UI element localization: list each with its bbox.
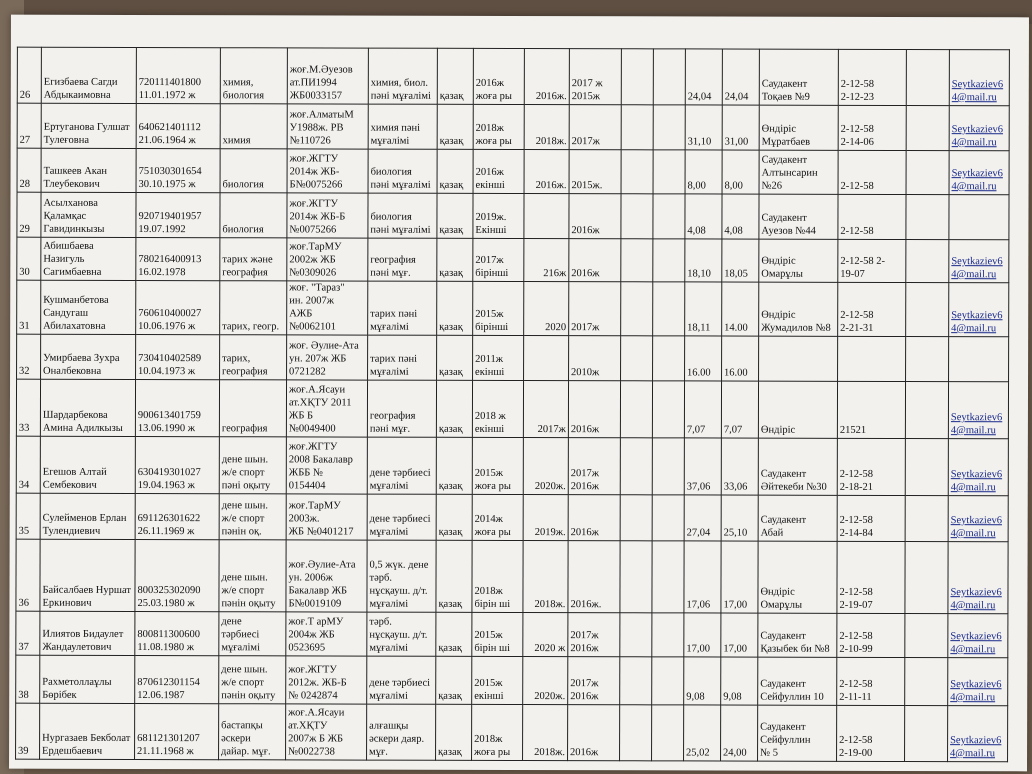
cell-row-number: 26 bbox=[17, 47, 41, 103]
cell-category: 2016ж екінші bbox=[473, 149, 524, 193]
cell-category: 2018 ж екінші bbox=[472, 380, 523, 437]
cell-address: Өндіріс Жумадилов №8 bbox=[759, 282, 838, 336]
cell-diploma-info: жоғ.А.Ясауи ат.ХҚТУ 2011 ЖБ Б №0049400 bbox=[286, 380, 367, 437]
cell-total-experience: 17,00 bbox=[684, 613, 721, 657]
cell-position: география пәні мұғ. bbox=[367, 380, 436, 437]
cell-row-number: 29 bbox=[17, 192, 41, 237]
cell-blank-col-b bbox=[653, 194, 685, 239]
cell-phone: 2-12-58 bbox=[838, 150, 906, 194]
table-row bbox=[17, 334, 1009, 382]
cell-total-experience: 18,11 bbox=[685, 282, 722, 336]
cell-total-experience: 4,08 bbox=[685, 194, 722, 239]
cell-specialty: дене шын. ж/е спорт пәнін оқыту bbox=[219, 540, 286, 612]
cell-blank-col-a bbox=[621, 239, 653, 282]
cell-phone: 2-12-58 2-10-99 bbox=[837, 613, 905, 657]
cell-specialty: дене шын. ж/е спорт пәні оқыту bbox=[219, 437, 286, 494]
cell-course-year: 2017 ж 2015ж bbox=[569, 49, 621, 105]
cell-teaching-experience: 16.00 bbox=[722, 336, 759, 381]
cell-blank-col-b bbox=[653, 150, 685, 194]
cell-phone: 2-12-58 2-14-06 bbox=[838, 105, 906, 150]
cell-total-experience: 17,06 bbox=[684, 541, 721, 613]
table-row bbox=[17, 148, 1009, 195]
cell-diploma-info: жоғ.ЖГТУ 2014ж ЖБ-Б №0075266 bbox=[287, 193, 368, 238]
cell-specialty: химия bbox=[220, 104, 287, 149]
cell-teacher-name: Егизбаева Сагди Абдыкаимовна bbox=[41, 47, 136, 103]
cell-email: Seytkaziev6 4@mail.ru bbox=[949, 50, 1009, 106]
cell-blank-col-a bbox=[620, 438, 652, 495]
cell-category: 2015ж бірін ші bbox=[472, 612, 523, 656]
cell-language: қазақ bbox=[436, 656, 472, 704]
cell-position: дене тәрбиесі мұғалімі bbox=[367, 437, 436, 494]
cell-category: 2015ж екінші bbox=[472, 656, 523, 704]
cell-attestation-year bbox=[524, 336, 569, 381]
cell-course-year: 2017ж 2016ж bbox=[568, 438, 620, 495]
cell-specialty: тарих және география bbox=[220, 238, 287, 281]
cell-blank-col-c bbox=[906, 240, 949, 283]
cell-teacher-name: Кушманбетова Сандугаш Абилахатовна bbox=[41, 280, 136, 334]
cell-specialty: дене тәрбиесі мұғалімі bbox=[219, 612, 286, 656]
cell-email: Seytkaziev6 4@mail.ru bbox=[948, 496, 1008, 542]
cell-diploma-info: жоғ.ЖГТУ 2012ж. ЖБ-Б № 0242874 bbox=[286, 656, 367, 704]
cell-specialty: дене шын. ж/е спорт пәнін оқыту bbox=[219, 656, 286, 704]
cell-address: Саудакент Сейфуллин № 5 bbox=[758, 705, 837, 761]
cell-position: алғашқы әскери даяр. мұғ. bbox=[367, 704, 436, 760]
cell-email: Seytkaziev6 4@mail.ru bbox=[948, 706, 1008, 762]
cell-iin-birthdate: 730410402589 10.04.1973 ж bbox=[136, 334, 220, 379]
cell-teaching-experience: 24,04 bbox=[722, 49, 759, 105]
cell-blank-col-b bbox=[652, 541, 684, 613]
cell-teacher-name: Ташкеев Акан Тлеубекович bbox=[41, 148, 136, 192]
cell-address: Саудакент Әйтекеби №30 bbox=[758, 438, 837, 495]
cell-course-year: 2015ж. bbox=[569, 150, 621, 194]
cell-iin-birthdate: 760610400027 10.06.1976 ж bbox=[136, 280, 220, 334]
cell-diploma-info: жоғ. "Тараз" ин. 2007ж АЖБ №0062101 bbox=[287, 281, 368, 335]
cell-blank-col-a bbox=[620, 381, 652, 438]
table-row bbox=[16, 436, 1008, 496]
cell-row-number: 31 bbox=[17, 280, 41, 334]
cell-specialty: биология bbox=[220, 193, 287, 238]
cell-teacher-name: Шардарбекова Амина Адилкызы bbox=[40, 379, 135, 436]
cell-language: қазақ bbox=[437, 149, 473, 193]
cell-teaching-experience: 4,08 bbox=[722, 194, 759, 239]
cell-blank-col-c bbox=[906, 106, 949, 151]
cell-teacher-name: Рахметоллаұлы Бөрібек bbox=[40, 655, 135, 703]
cell-iin-birthdate: 691126301622 26.11.1969 ж bbox=[135, 493, 219, 539]
cell-address: Өндіріс Омарұлы bbox=[759, 239, 838, 282]
cell-specialty: тарих, геогр. bbox=[220, 281, 287, 335]
cell-attestation-year: 2018ж. bbox=[523, 705, 568, 761]
cell-language: қазақ bbox=[437, 335, 473, 380]
cell-diploma-info: жоғ.Т арМУ 2004ж ЖБ 0523695 bbox=[286, 612, 367, 656]
cell-category: 2014ж жоға ры bbox=[472, 494, 523, 540]
cell-phone: 2-12-58 2-14-84 bbox=[837, 495, 905, 541]
cell-phone bbox=[838, 336, 906, 381]
cell-address: Саудакент Қазыбек би №8 bbox=[758, 613, 837, 657]
cell-iin-birthdate: 681121301207 21.11.1968 ж bbox=[135, 703, 219, 759]
cell-teaching-experience: 8,00 bbox=[722, 150, 759, 194]
cell-teaching-experience: 9,08 bbox=[721, 657, 758, 705]
cell-teacher-name: Нургазаев Бекболат Ердешбаевич bbox=[40, 703, 135, 759]
cell-iin-birthdate: 920719401957 19.07.1992 bbox=[136, 192, 220, 237]
cell-attestation-year: 2020 bbox=[524, 282, 569, 336]
cell-position: химия, биол. пәні мұғалімі bbox=[368, 48, 437, 104]
cell-attestation-year: 2017ж bbox=[523, 381, 568, 438]
cell-blank-col-b bbox=[653, 282, 685, 336]
cell-course-year: 2016ж bbox=[569, 194, 621, 239]
cell-blank-col-a bbox=[621, 49, 653, 105]
cell-position: дене тәрбиесі мұғалімі bbox=[367, 656, 436, 704]
cell-address: Өндіріс bbox=[758, 381, 837, 438]
cell-blank-col-b bbox=[653, 105, 685, 150]
table-row bbox=[16, 611, 1008, 658]
cell-iin-birthdate: 720111401800 11.01.1972 ж bbox=[136, 47, 220, 103]
table-row bbox=[17, 192, 1009, 240]
cell-email: Seytkaziev6 4@mail.ru bbox=[949, 106, 1009, 151]
cell-email: Seytkaziev6 4@mail.ru bbox=[948, 614, 1008, 658]
cell-category: 2015ж жоға ры bbox=[472, 437, 523, 494]
cell-attestation-year bbox=[524, 194, 569, 239]
cell-specialty: дене шын. ж/е спорт пәнін оқ. bbox=[219, 494, 286, 540]
cell-language: қазақ bbox=[436, 380, 472, 437]
cell-blank-col-a bbox=[620, 541, 652, 613]
cell-phone: 2-12-58 2- 19-07 bbox=[838, 239, 906, 282]
cell-diploma-info: жоғ.ЖГТУ 2008 Бакалавр ЖББ № 0154404 bbox=[286, 437, 367, 494]
cell-diploma-info: жоғ.ТарМУ 2003ж. ЖБ №0401217 bbox=[286, 494, 367, 540]
cell-row-number: 39 bbox=[16, 703, 40, 759]
cell-phone: 2-12-58 2-19-00 bbox=[837, 705, 905, 761]
cell-specialty: бастапқы әскери дайар. мұғ. bbox=[219, 704, 286, 760]
cell-iin-birthdate: 870612301154 12.06.1987 bbox=[135, 655, 219, 703]
cell-attestation-year: 2018ж. bbox=[524, 105, 569, 150]
cell-email: Seytkaziev6 4@mail.ru bbox=[949, 151, 1009, 195]
cell-course-year: 2016ж bbox=[568, 495, 620, 541]
cell-iin-birthdate: 751030301654 30.10.1975 ж bbox=[136, 148, 220, 192]
cell-row-number: 32 bbox=[17, 334, 41, 379]
cell-blank-col-a bbox=[620, 613, 652, 657]
cell-attestation-year: 2020ж. bbox=[523, 657, 568, 705]
cell-position: химия пәні мұғалімі bbox=[368, 104, 437, 149]
cell-blank-col-b bbox=[653, 239, 685, 282]
cell-address bbox=[759, 336, 838, 381]
cell-total-experience: 16.00 bbox=[685, 336, 722, 381]
cell-phone: 2-12-58 2-12-23 bbox=[838, 49, 906, 105]
cell-address: Өндіріс Мұратбаев bbox=[759, 105, 838, 150]
table-row bbox=[16, 539, 1008, 614]
cell-language: қазақ bbox=[437, 281, 473, 335]
cell-language: қазақ bbox=[436, 704, 472, 760]
cell-course-year: 2017ж bbox=[569, 282, 621, 336]
cell-blank-col-b bbox=[652, 705, 684, 761]
cell-teaching-experience: 14.00 bbox=[722, 282, 759, 336]
cell-course-year: 2016ж bbox=[569, 239, 621, 282]
cell-row-number: 33 bbox=[16, 379, 40, 436]
cell-category: 2018ж жоға ры bbox=[473, 104, 524, 149]
cell-blank-col-c bbox=[906, 337, 949, 382]
cell-blank-col-c bbox=[906, 151, 949, 195]
cell-total-experience: 8,00 bbox=[685, 150, 722, 194]
cell-course-year: 2017ж 2016ж bbox=[568, 657, 620, 705]
cell-row-number: 37 bbox=[16, 611, 40, 655]
cell-iin-birthdate: 900613401759 13.06.1990 ж bbox=[135, 379, 219, 436]
cell-teacher-name: Байсалбаев Нуршат Еркинович bbox=[40, 539, 135, 611]
cell-total-experience: 31,10 bbox=[685, 105, 722, 150]
cell-diploma-info: жоғ.М.Әуезов ат.ПИ1994 ЖБ0033157 bbox=[287, 48, 368, 104]
cell-total-experience: 27,04 bbox=[684, 495, 721, 541]
cell-teacher-name: Сулейменов Ерлан Тулендиевич bbox=[40, 493, 135, 539]
cell-course-year: 2016ж bbox=[568, 705, 620, 761]
cell-teaching-experience: 24,00 bbox=[721, 705, 758, 761]
cell-teaching-experience: 17,00 bbox=[721, 613, 758, 657]
cell-position: тарих пәні мұғалімі bbox=[368, 335, 437, 380]
cell-blank-col-a bbox=[620, 495, 652, 541]
cell-course-year: 2010ж bbox=[569, 336, 621, 381]
paper-sheet bbox=[9, 15, 1029, 772]
cell-iin-birthdate: 780216400913 16.02.1978 bbox=[136, 237, 220, 280]
cell-language: қазақ bbox=[437, 104, 473, 149]
cell-position: биология пәні мұғалімі bbox=[368, 149, 437, 193]
cell-row-number: 38 bbox=[16, 655, 40, 703]
cell-course-year: 2017ж bbox=[569, 105, 621, 150]
cell-email: Seytkaziev6 4@mail.ru bbox=[949, 240, 1009, 283]
cell-language: қазақ bbox=[437, 48, 473, 104]
cell-total-experience: 18,10 bbox=[685, 239, 722, 282]
cell-row-number: 35 bbox=[16, 493, 40, 539]
cell-language: қазақ bbox=[436, 494, 472, 540]
table-row bbox=[17, 280, 1009, 337]
cell-category: 2015ж бірінші bbox=[473, 281, 524, 335]
cell-blank-col-c bbox=[905, 439, 948, 496]
cell-attestation-year: 2016ж. bbox=[524, 150, 569, 194]
cell-phone: 2-12-58 bbox=[838, 194, 906, 239]
cell-diploma-info: жоғ.А.Ясауи ат.ХҚТУ 2007ж Б ЖБ №0022738 bbox=[286, 704, 367, 760]
cell-attestation-year: 216ж bbox=[524, 239, 569, 282]
cell-attestation-year: 2019ж. bbox=[523, 495, 568, 541]
cell-attestation-year: 2020ж. bbox=[523, 438, 568, 495]
cell-position: география пәні мұғ. bbox=[368, 238, 437, 281]
cell-blank-col-a bbox=[621, 150, 653, 194]
cell-blank-col-b bbox=[652, 438, 684, 495]
cell-address: Саудакент Абай bbox=[758, 495, 837, 541]
cell-language: қазақ bbox=[436, 612, 472, 656]
cell-blank-col-c bbox=[905, 706, 948, 762]
cell-position: 0,5 жүк. дене тәрб. нұсқауш. д/т. мұғалімі bbox=[367, 540, 436, 612]
cell-row-number: 27 bbox=[17, 103, 41, 148]
cell-phone: 2-12-58 2-18-21 bbox=[837, 438, 905, 495]
cell-email: Seytkaziev6 4@mail.ru bbox=[948, 658, 1008, 706]
cell-email bbox=[949, 337, 1009, 382]
cell-teacher-name: Илиятов Бидаулет Жандаулетович bbox=[40, 611, 135, 655]
cell-diploma-info: жоғ.ЖГТУ 2014ж ЖБ- Б№0075266 bbox=[287, 149, 368, 193]
cell-iin-birthdate: 800325302090 25.03.1980 ж bbox=[135, 539, 219, 611]
table-row bbox=[16, 703, 1008, 762]
cell-language: қазақ bbox=[437, 193, 473, 238]
cell-teaching-experience: 31,00 bbox=[722, 105, 759, 150]
cell-blank-col-b bbox=[652, 613, 684, 657]
cell-position: тәрб. нұсқауш. д/т. мұғалімі bbox=[367, 612, 436, 656]
cell-language: қазақ bbox=[436, 437, 472, 494]
cell-category: 2018ж бірін ші bbox=[472, 540, 523, 612]
cell-blank-col-a bbox=[621, 336, 653, 381]
cell-email bbox=[949, 195, 1009, 240]
cell-diploma-info: жоғ.АлматыМ У1988ж. РВ №110726 bbox=[287, 104, 368, 149]
cell-total-experience: 24,04 bbox=[685, 49, 722, 105]
cell-teacher-name: Асылханова Қаламқас Гавидинкызы bbox=[41, 192, 136, 237]
cell-course-year: 2017ж 2016ж bbox=[568, 613, 620, 657]
cell-blank-col-a bbox=[621, 282, 653, 336]
teachers-table bbox=[15, 47, 1010, 763]
cell-blank-col-b bbox=[653, 49, 685, 105]
cell-teacher-name: Егешов Алтай Сембекович bbox=[40, 436, 135, 493]
cell-position: биология пәні мұғалімі bbox=[368, 193, 437, 238]
cell-diploma-info: жоғ.ТарМУ 2002ж ЖБ №0309026 bbox=[287, 238, 368, 281]
cell-category: 2019ж. Екінші bbox=[473, 193, 524, 238]
cell-attestation-year: 2016ж. bbox=[524, 49, 569, 105]
cell-teacher-name: Ертуганова Гулшат Тулеғовна bbox=[41, 103, 136, 148]
cell-language: қазақ bbox=[437, 238, 473, 281]
cell-diploma-info: жоғ.Әулие-Ата ун. 2006ж Бакалавр ЖБ Б№0019109 bbox=[286, 540, 367, 612]
cell-row-number: 28 bbox=[17, 148, 41, 192]
cell-teaching-experience: 25,10 bbox=[721, 495, 758, 541]
cell-blank-col-c bbox=[906, 50, 949, 106]
cell-specialty: биология bbox=[220, 149, 287, 193]
cell-address: Саудакент Сейфуллин 10 bbox=[758, 657, 837, 705]
cell-phone: 2-12-58 2-21-31 bbox=[838, 282, 906, 336]
cell-email: Seytkaziev6 4@mail.ru bbox=[949, 283, 1009, 337]
cell-blank-col-c bbox=[905, 658, 948, 706]
cell-total-experience: 37,06 bbox=[684, 438, 721, 495]
cell-specialty: химия, биология bbox=[220, 48, 287, 104]
cell-blank-col-c bbox=[906, 195, 949, 240]
cell-category: 2016ж жоға ры bbox=[473, 48, 524, 104]
cell-position: тарих пәні мұғалімі bbox=[368, 281, 437, 335]
cell-blank-col-c bbox=[905, 614, 948, 658]
cell-blank-col-b bbox=[653, 336, 685, 381]
cell-phone: 2-12-58 2-19-07 bbox=[837, 541, 905, 613]
cell-blank-col-b bbox=[652, 495, 684, 541]
cell-diploma-info: жоғ. Әулие-Ата ун. 207ж ЖБ 0721282 bbox=[287, 335, 368, 380]
cell-attestation-year: 2018ж. bbox=[523, 541, 568, 613]
cell-email: Seytkaziev6 4@mail.ru bbox=[948, 542, 1008, 614]
cell-iin-birthdate: 630419301027 19.04.1963 ж bbox=[135, 436, 219, 493]
cell-total-experience: 25,02 bbox=[684, 705, 721, 761]
cell-blank-col-a bbox=[621, 105, 653, 150]
cell-blank-col-c bbox=[905, 496, 948, 542]
cell-blank-col-a bbox=[621, 194, 653, 239]
cell-position: дене тәрбиесі мұғалімі bbox=[367, 494, 436, 540]
cell-attestation-year: 2020 ж bbox=[523, 613, 568, 657]
cell-email: Seytkaziev6 4@mail.ru bbox=[948, 382, 1008, 439]
table-row bbox=[16, 655, 1008, 706]
cell-teacher-name: Умирбаева Зухра Оналбековна bbox=[41, 334, 136, 379]
table-row bbox=[17, 103, 1009, 151]
cell-blank-col-a bbox=[620, 705, 652, 761]
cell-category: 2011ж екінші bbox=[473, 335, 524, 380]
cell-teacher-name: Абишбаева Назигуль Сагимбаевна bbox=[41, 237, 136, 280]
cell-address: Саудакент Тоқаев №9 bbox=[759, 49, 838, 105]
cell-email: Seytkaziev6 4@mail.ru bbox=[948, 439, 1008, 496]
cell-teaching-experience: 7,07 bbox=[721, 381, 758, 438]
table-row bbox=[16, 379, 1008, 439]
cell-address: Саудакент Ауезов №44 bbox=[759, 194, 838, 239]
cell-phone: 21521 bbox=[837, 381, 905, 438]
cell-specialty: география bbox=[219, 380, 286, 437]
cell-blank-col-b bbox=[652, 657, 684, 705]
table-row bbox=[16, 493, 1008, 542]
cell-row-number: 36 bbox=[16, 539, 40, 611]
cell-teaching-experience: 17,00 bbox=[721, 541, 758, 613]
cell-row-number: 30 bbox=[17, 237, 41, 280]
cell-total-experience: 9,08 bbox=[684, 657, 721, 705]
cell-address: Өндіріс Омарұлы bbox=[758, 541, 837, 613]
cell-phone: 2-12-58 2-11-11 bbox=[837, 657, 905, 705]
cell-blank-col-c bbox=[905, 382, 948, 439]
cell-course-year: 2016ж. bbox=[568, 541, 620, 613]
cell-blank-col-c bbox=[905, 542, 948, 614]
cell-language: қазақ bbox=[436, 540, 472, 612]
cell-specialty: тарих, география bbox=[220, 335, 287, 380]
cell-category: 2017ж бірінші bbox=[473, 238, 524, 281]
cell-teaching-experience: 33,06 bbox=[721, 438, 758, 495]
cell-blank-col-b bbox=[652, 381, 684, 438]
cell-iin-birthdate: 800811300600 11.08.1980 ж bbox=[135, 611, 219, 655]
cell-total-experience: 7,07 bbox=[684, 381, 721, 438]
cell-address: Саудакент Алтынсарин №26 bbox=[759, 150, 838, 194]
table-row bbox=[17, 237, 1009, 283]
table-row bbox=[17, 47, 1009, 106]
cell-course-year: 2016ж bbox=[568, 381, 620, 438]
cell-blank-col-c bbox=[906, 283, 949, 337]
cell-iin-birthdate: 640621401112 21.06.1964 ж bbox=[136, 103, 220, 148]
cell-blank-col-a bbox=[620, 657, 652, 705]
cell-category: 2018ж жоға ры bbox=[472, 704, 523, 760]
cell-teaching-experience: 18,05 bbox=[722, 239, 759, 282]
cell-row-number: 34 bbox=[16, 436, 40, 493]
